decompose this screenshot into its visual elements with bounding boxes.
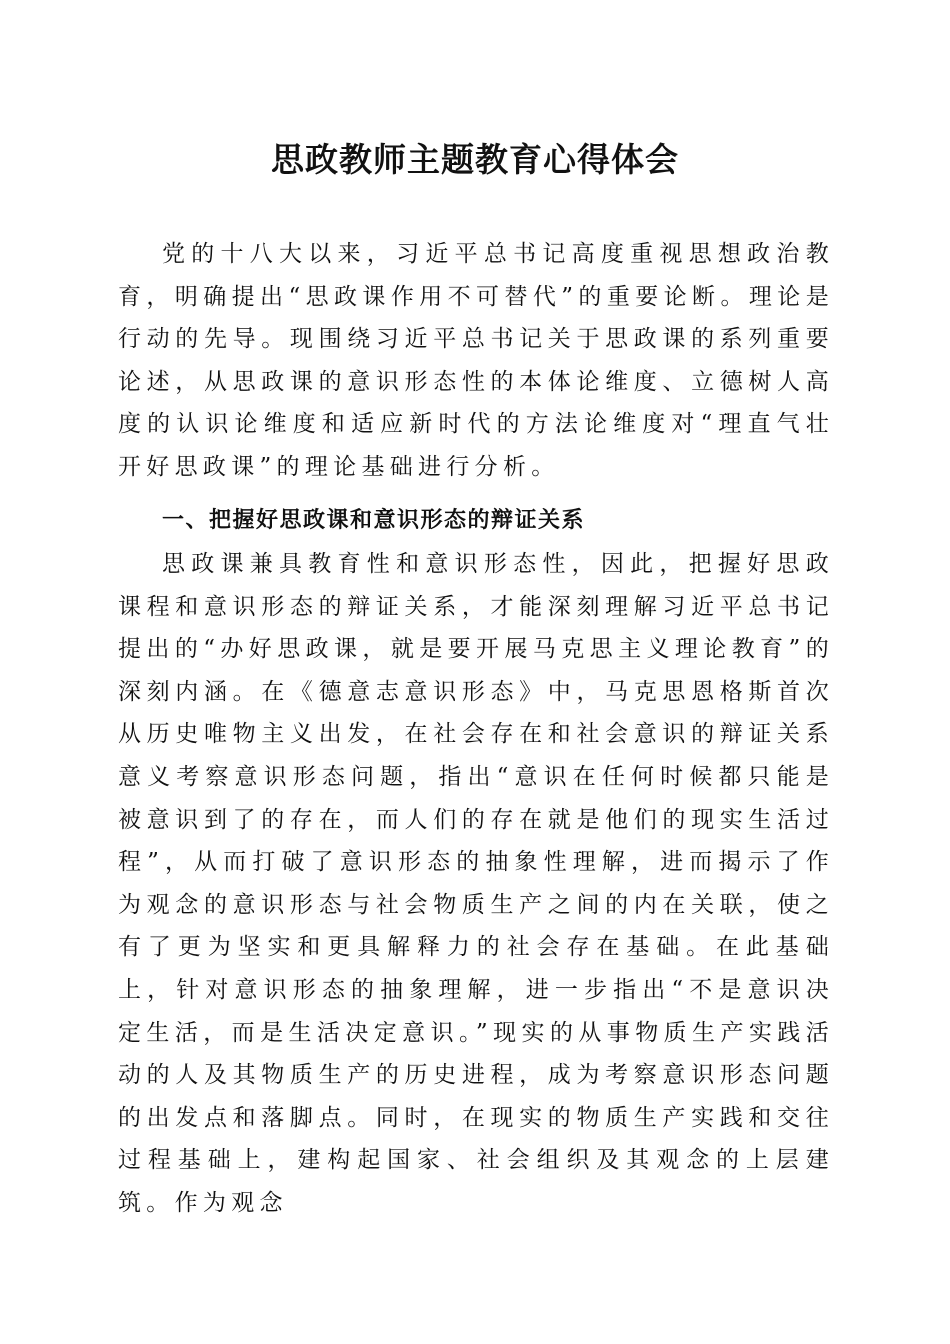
intro-paragraph: 党的十八大以来，习近平总书记高度重视思想政治教育，明确提出“思政课作用不可替代”的重要论断。理论是行动的先导。现围绕习近平总书记关于思政课的系列重要论述，从思政课的意识形态性的本体论维度、立德树人高度的认识论维度和适应新时代的方法论维度对“理直气壮开好思政课”的理论基础进行分析。 <box>118 241 834 480</box>
section-paragraph: 思政课兼具教育性和意识形态性，因此，把握好思政课程和意识形态的辩证关系，才能深刻理解习近平总书记提出的“办好思政课，就是要开展马克思主义理论教育”的深刻内涵。在《德意志意识形态》中，马克思恩格斯首次从历史唯物主义出发，在社会存在和社会意识的辩证关系意义考察意识形态问题，指出“意识在任何时候都只能是被意识到了的存在，而人们的存在就是他们的现实生活过程”，从而打破了意识形态的抽象性理解，进而揭示了作为观念的意识形态与社会物质生产之间的内在关联，使之有了更为坚实和更具解释力的社会存在基础。在此基础上，针对意识形态的抽象理解，进一步指出“不是意识决定生活，而是生活决定意识。”现实的从事物质生产实践活动的人及其物质生产的历史进程，成为考察意识形态问题的出发点和落脚点。同时，在现实的物质生产实践和交往过程基础上，建构起国家、社会组织及其观念的上层建筑。作为观念 <box>118 551 834 1216</box>
section-heading: 一、把握好思政课和意识形态的辩证关系 <box>162 508 586 533</box>
document-title: 思政教师主题教育心得体会 <box>271 140 679 179</box>
